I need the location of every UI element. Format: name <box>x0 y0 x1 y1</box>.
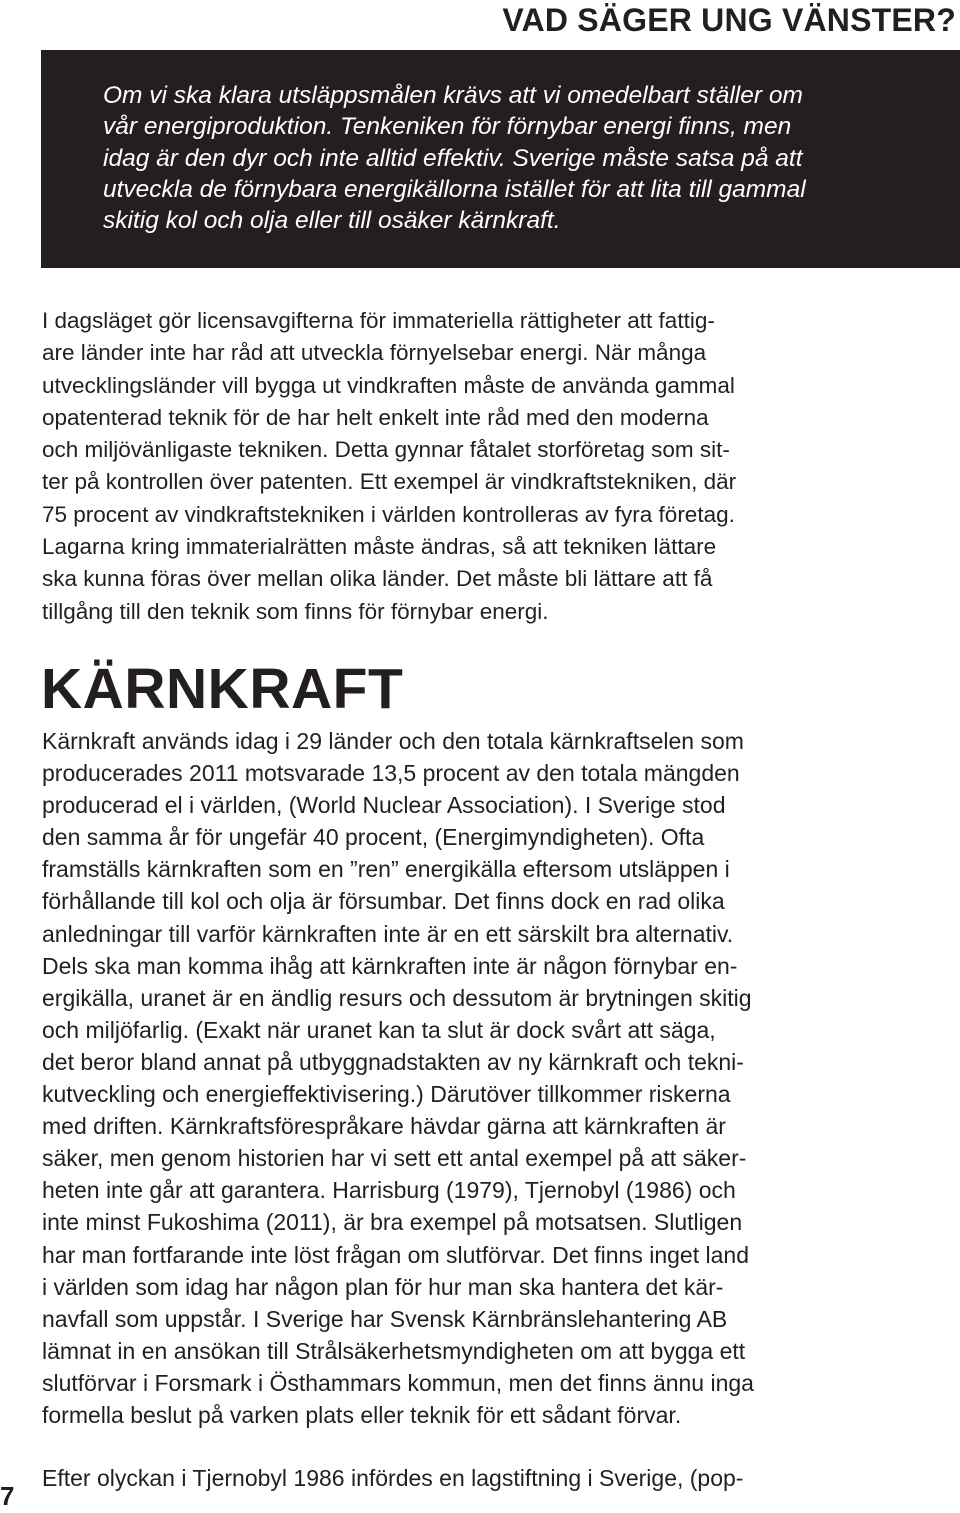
intro-line: are länder inte har råd att utveckla förnyelsebar energi. När många <box>42 340 707 366</box>
section-line: anledningar till varför kärnkraften inte är en ett särskilt bra alternativ. <box>42 920 734 947</box>
intro-line: ska kunna föras över mellan olika länder. Det måste bli lättare att få <box>42 566 713 592</box>
section-line: formella beslut på varken plats eller teknik för ett sådant förvar. <box>42 1401 682 1428</box>
intro-line: Lagarna kring immaterialrätten måste ändras, så att tekniken lättare <box>42 534 717 560</box>
intro-line: 75 procent av vindkraftstekniken i världen kontrolleras av fyra företag. <box>42 501 735 527</box>
intro-paragraph <box>42 305 736 628</box>
quote-line: Om vi ska klara utsläppsmålen krävs att vi omedelbart ställer om <box>103 82 803 109</box>
intro-line: och miljövänligaste tekniken. Detta gynnar fåtalet storföretag som sit- <box>42 437 730 463</box>
section-line: ergikälla, uranet är en ändlig resurs och dessutom är brytningen skitig <box>42 984 752 1011</box>
section-line: och miljöfarlig. (Exakt när uranet kan ta slut är dock svårt att säga, <box>42 1016 716 1043</box>
section-line: det beror bland annat på utbyggnadstakten av ny kärnkraft och tekni- <box>42 1048 744 1075</box>
section-line: framställs kärnkraften som en ”ren” energikälla eftersom utsläppen i <box>42 856 730 883</box>
section-line: slutförvar i Forsmark i Östhammars kommun, men det finns ännu inga <box>42 1369 754 1396</box>
section-line: producerades 2011 motsvarade 13,5 procent av den totala mängden <box>42 760 740 787</box>
section-line: säker, men genom historien har vi sett ett antal exempel på att säker- <box>42 1145 747 1172</box>
section-line: den samma år för ungefär 40 procent, (Energimyndigheten). Ofta <box>42 824 705 851</box>
quote-box <box>41 50 960 268</box>
section-line: i världen som idag har någon plan för hur man ska hantera det kär- <box>42 1273 724 1300</box>
section-line: producerad el i världen, (World Nuclear Association). I Sverige stod <box>42 792 726 819</box>
page-number: 7 <box>0 1481 15 1511</box>
section-line: Kärnkraft används idag i 29 länder och den totala kärnkraftselen som <box>42 728 744 754</box>
section-line: med driften. Kärnkraftsförespråkare hävdar gärna att kärnkraften är <box>42 1113 726 1140</box>
quote-line: utveckla de förnybara energikällorna istället för att lita till gammal <box>103 175 806 203</box>
page-header-title: VAD SÄGER UNG VÄNSTER? <box>502 2 956 38</box>
section-line: inte minst Fukoshima (2011), är bra exempel på motsatsen. Slutligen <box>42 1209 743 1236</box>
section-line: kutveckling och energieffektivisering.) Därutöver tillkommer riskerna <box>42 1081 731 1108</box>
quote-text <box>103 80 806 236</box>
section-heading: KÄRNKRAFT <box>41 657 404 721</box>
section-line: navfall som uppstår. I Sverige har Svensk Kärnbränslehantering AB <box>42 1305 728 1332</box>
section-line: förhållande till kol och olja är försumbar. Det finns dock en rad olika <box>42 888 725 915</box>
intro-line: utvecklingsländer vill bygga ut vindkraften måste de använda gammal <box>42 372 735 398</box>
intro-line: opatenterad teknik för de har helt enkelt inte råd med den moderna <box>42 404 709 430</box>
continuation-line: Efter olyckan i Tjernobyl 1986 infördes en lagstiftning i Sverige, (pop- <box>42 1465 744 1491</box>
quote-line: vår energiproduktion. Tenkeniken för förnybar energi finns, men <box>103 113 792 141</box>
quote-line: idag är den dyr och inte alltid effektiv. Sverige måste satsa på att <box>103 144 803 172</box>
section-line: heten inte går att garantera. Harrisburg (1979), Tjernobyl (1986) och <box>42 1177 736 1204</box>
quote-line: skitig kol och olja eller till osäker kärnkraft. <box>103 207 561 235</box>
section-line: lämnat in en ansökan till Strålsäkerhetsmyndigheten om att bygga ett <box>42 1337 746 1364</box>
intro-line: I dagsläget gör licensavgifterna för immateriella rättigheter att fattig- <box>42 308 715 333</box>
intro-line: ter på kontrollen över patenten. Ett exempel är vindkraftstekniken, där <box>42 469 737 495</box>
section-paragraph <box>42 725 754 1431</box>
section-line: Dels ska man komma ihåg att kärnkraften inte är någon förnybar en- <box>42 952 738 979</box>
intro-line: tillgång till den teknik som finns för förnybar energi. <box>42 598 549 624</box>
section-line: har man fortfarande inte löst frågan om slutförvar. Det finns inget land <box>42 1241 749 1268</box>
